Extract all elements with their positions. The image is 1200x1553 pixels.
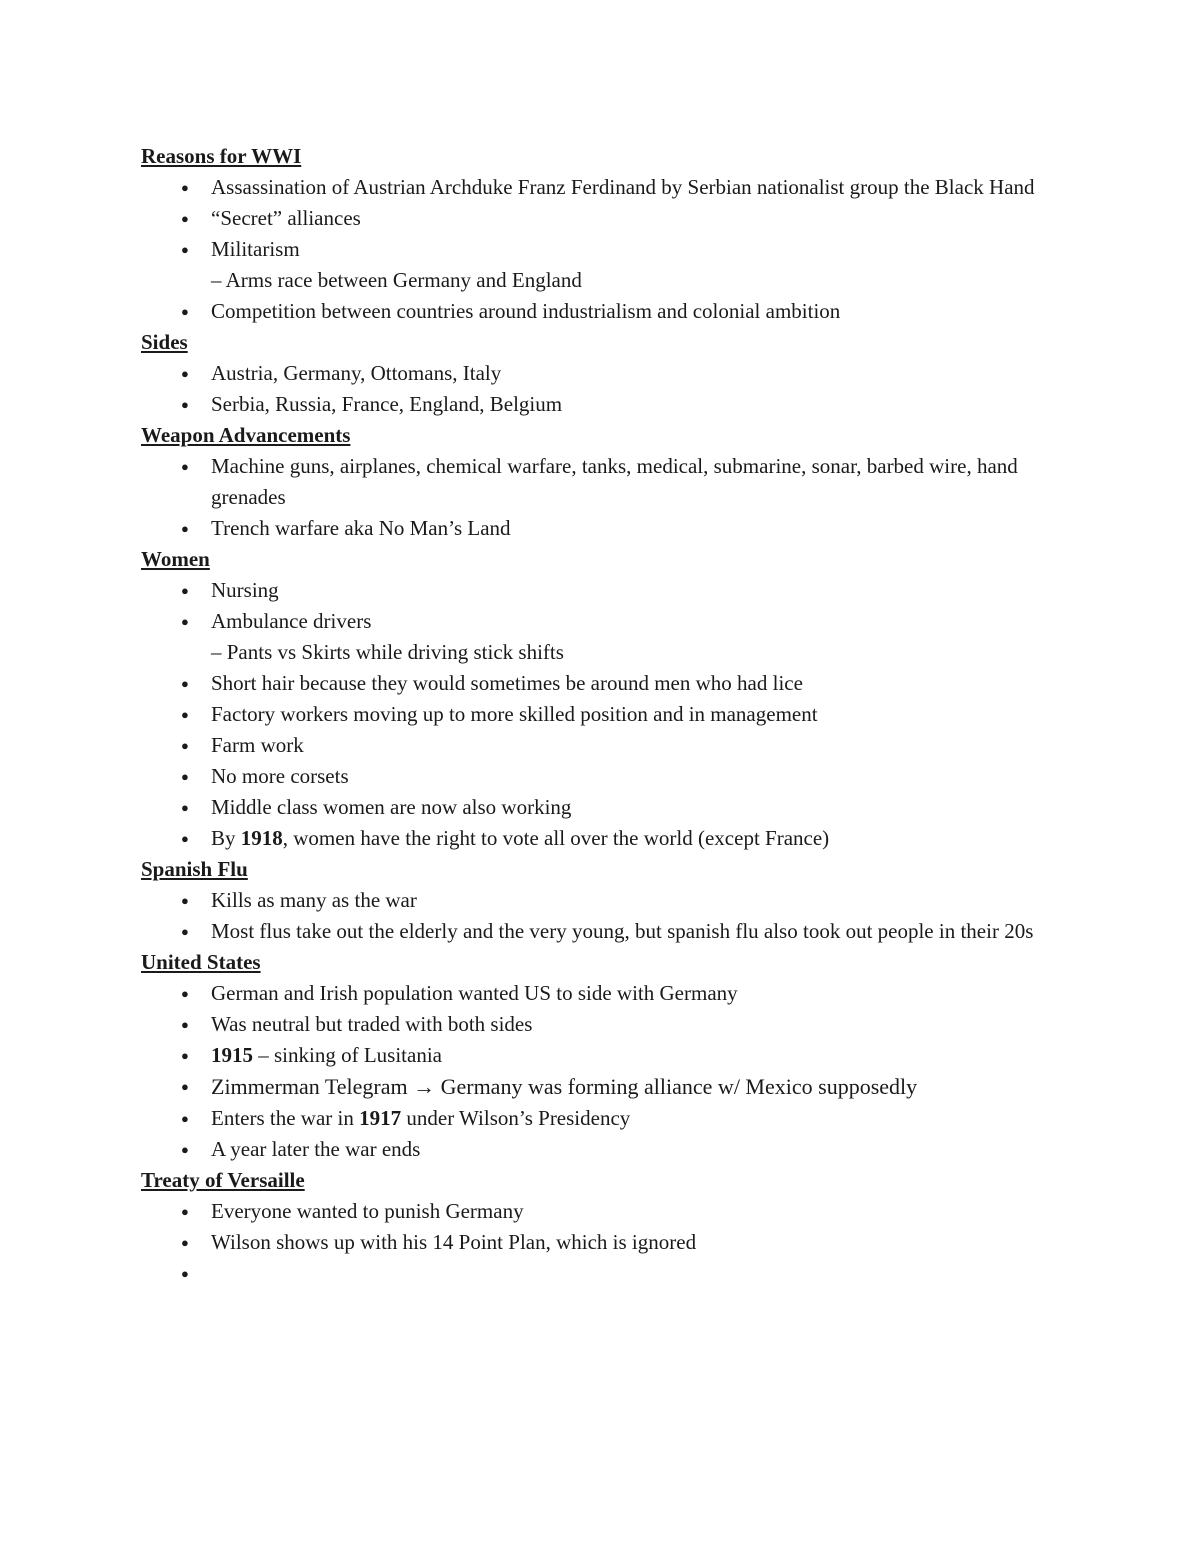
item-text: Enters the war in <box>211 1106 360 1130</box>
item-text: – sinking of Lusitania <box>253 1043 442 1067</box>
bullet-icon: ● <box>181 1235 189 1250</box>
bullet-icon: ● <box>181 521 189 536</box>
bullet-icon: ● <box>181 1142 189 1157</box>
list-item <box>141 668 1071 699</box>
bullet-icon: ● <box>181 397 189 412</box>
list-item <box>141 730 1071 761</box>
section-heading: United States <box>141 950 261 974</box>
item-text: Kills as many as the war <box>211 888 417 912</box>
item-text: Nursing <box>211 578 279 602</box>
section-heading: Reasons for WWI <box>141 144 302 168</box>
list-item <box>141 1103 1071 1134</box>
list-item <box>141 792 1071 823</box>
item-year: 1918 <box>240 826 283 850</box>
list-item <box>141 1040 1071 1071</box>
item-text: Everyone wanted to punish Germany <box>211 1199 524 1223</box>
bullet-icon: ● <box>181 831 189 846</box>
bullet-icon: ● <box>181 1079 189 1094</box>
bullet-icon: ● <box>181 1048 189 1063</box>
bullet-icon: ● <box>181 1111 189 1126</box>
bullet-icon: ● <box>181 614 189 629</box>
bullet-icon: ● <box>181 676 189 691</box>
list-item <box>141 358 1071 389</box>
section-heading: Sides <box>141 330 188 354</box>
list-item <box>141 699 1071 730</box>
list-item <box>141 513 1071 544</box>
list-item <box>141 1196 1071 1227</box>
bullet-list <box>141 172 1071 327</box>
section-heading: Spanish Flu <box>141 857 248 881</box>
bullet-icon: ● <box>181 1204 189 1219</box>
document-page <box>141 141 1071 1281</box>
item-text: Most flus take out the elderly and the very young, but spanish flu also took out people in their 20s <box>211 919 1034 943</box>
bullet-list <box>141 1196 1071 1281</box>
bullet-list <box>141 358 1071 420</box>
item-text: German and Irish population wanted US to side with Germany <box>211 981 738 1005</box>
section-heading: Women <box>141 547 210 571</box>
list-item <box>141 234 1071 296</box>
item-text: under Wilson’s Presidency <box>401 1106 631 1130</box>
section-heading: Treaty of Versaille <box>141 1168 305 1192</box>
list-item <box>141 172 1071 203</box>
bullet-icon: ● <box>181 211 189 226</box>
bullet-icon: ● <box>181 1017 189 1032</box>
bullet-list <box>141 978 1071 1165</box>
list-item <box>141 1009 1071 1040</box>
bullet-icon: ● <box>181 893 189 908</box>
list-item <box>141 885 1071 916</box>
item-text: Factory workers moving up to more skilled position and in management <box>211 702 818 726</box>
item-year: 1917 <box>359 1106 402 1130</box>
item-year: 1915 <box>211 1043 253 1067</box>
list-item <box>141 1227 1071 1258</box>
item-text: A year later the war ends <box>211 1137 421 1161</box>
item-text: Assassination of Austrian Archduke Franz Ferdinand by Serbian nationalist group the Black Hand <box>211 175 1035 199</box>
item-text: By <box>211 826 241 850</box>
item-text: Machine guns, airplanes, chemical warfare, tanks, medical, submarine, sonar, barbed wire, hand grenades <box>211 454 1018 509</box>
list-item <box>141 1134 1071 1165</box>
bullet-icon: ● <box>181 769 189 784</box>
list-item <box>141 761 1071 792</box>
list-item <box>141 296 1071 327</box>
section-heading: Weapon Advancements <box>141 423 351 447</box>
bullet-icon: ● <box>181 986 189 1001</box>
sub-item-text: – Pants vs Skirts while driving stick shifts <box>211 640 564 664</box>
list-item <box>141 451 1071 513</box>
bullet-icon: ● <box>181 366 189 381</box>
list-item <box>141 606 1071 668</box>
bullet-icon: ● <box>181 242 189 257</box>
item-text: Farm work <box>211 733 304 757</box>
item-text: Austria, Germany, Ottomans, Italy <box>211 361 502 385</box>
list-item <box>141 1071 1071 1103</box>
item-text: Serbia, Russia, France, England, Belgium <box>211 392 563 416</box>
item-text: Competition between countries around industrialism and colonial ambition <box>211 299 841 323</box>
bullet-icon: ● <box>181 583 189 598</box>
bullet-list <box>141 451 1071 544</box>
bullet-list <box>141 575 1071 854</box>
sub-item-text: – Arms race between Germany and England <box>211 268 582 292</box>
item-text: Trench warfare aka No Man’s Land <box>211 516 511 540</box>
item-text: , women have the right to vote all over the world (except France) <box>282 826 830 850</box>
item-text: Militarism <box>211 237 300 261</box>
item-text: Short hair because they would sometimes be around men who had lice <box>211 671 803 695</box>
item-text: Middle class women are now also working <box>211 795 572 819</box>
item-text: No more corsets <box>211 764 349 788</box>
bullet-icon: ● <box>181 800 189 815</box>
item-text: “Secret” alliances <box>211 206 361 230</box>
list-item <box>141 575 1071 606</box>
item-text: Was neutral but traded with both sides <box>211 1012 533 1036</box>
list-item <box>141 823 1071 854</box>
bullet-icon: ● <box>181 738 189 753</box>
bullet-icon: ● <box>181 304 189 319</box>
bullet-icon: ● <box>181 180 189 195</box>
list-item <box>141 916 1071 947</box>
list-item <box>141 203 1071 234</box>
list-item <box>141 389 1071 420</box>
bullet-icon: ● <box>181 459 189 474</box>
bullet-icon: ● <box>181 707 189 722</box>
list-item <box>141 978 1071 1009</box>
bullet-list <box>141 885 1071 947</box>
item-text: Ambulance drivers <box>211 609 372 633</box>
item-text: Wilson shows up with his 14 Point Plan, which is ignored <box>211 1230 697 1254</box>
bullet-icon: ● <box>181 924 189 939</box>
item-text: Zimmerman Telegram → Germany was forming alliance w/ Mexico supposedly <box>211 1074 918 1099</box>
bullet-icon: ● <box>181 1266 189 1281</box>
